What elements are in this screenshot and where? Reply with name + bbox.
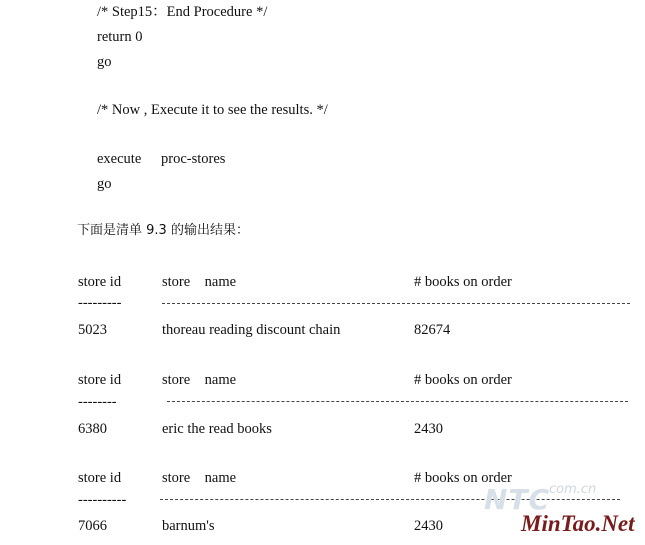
- column-header-store-name: store name: [162, 274, 237, 290]
- cell-store-name: thoreau reading discount chain: [162, 322, 341, 338]
- mintao-watermark: MinTao.Net: [521, 511, 635, 536]
- cell-store-name: eric the read books: [162, 421, 272, 437]
- separator-line: [160, 499, 620, 500]
- ntc-watermark-domain: com.cn: [549, 482, 597, 497]
- column-header-store-id: store id: [78, 372, 122, 388]
- code-return: return 0: [97, 29, 143, 45]
- column-header-books-on-order: # books on order: [414, 274, 512, 290]
- column-header-store-name: store name: [162, 470, 237, 486]
- cell-books-on-order: 2430: [414, 518, 443, 534]
- column-header-store-name: store name: [162, 372, 237, 388]
- separator-dashes: ---------: [78, 295, 122, 311]
- code-procedure-name: proc-stores: [161, 151, 226, 167]
- result-caption: 下面是清单 9.3 的输出结果：: [77, 223, 249, 238]
- code-comment-execute: /* Now , Execute it to see the results. */: [97, 102, 328, 118]
- cell-store-id: 6380: [78, 421, 107, 437]
- cell-books-on-order: 82674: [414, 322, 451, 338]
- column-header-store-id: store id: [78, 274, 122, 290]
- code-go: go: [97, 54, 112, 70]
- code-comment-step15: /* Step15：End Procedure */: [97, 4, 268, 20]
- code-execute-keyword: execute: [97, 151, 142, 167]
- cell-books-on-order: 2430: [414, 421, 443, 437]
- separator-line: [167, 401, 628, 402]
- column-header-store-id: store id: [78, 470, 122, 486]
- column-header-books-on-order: # books on order: [414, 470, 512, 486]
- column-header-books-on-order: # books on order: [414, 372, 512, 388]
- code-go: go: [97, 176, 112, 192]
- cell-store-id: 5023: [78, 322, 107, 338]
- separator-dashes: --------: [78, 394, 117, 410]
- separator-line: [162, 303, 630, 304]
- cell-store-name: barnum's: [162, 518, 215, 534]
- separator-dashes: ----------: [78, 492, 127, 508]
- ntc-watermark: NTC: [484, 483, 551, 516]
- cell-store-id: 7066: [78, 518, 107, 534]
